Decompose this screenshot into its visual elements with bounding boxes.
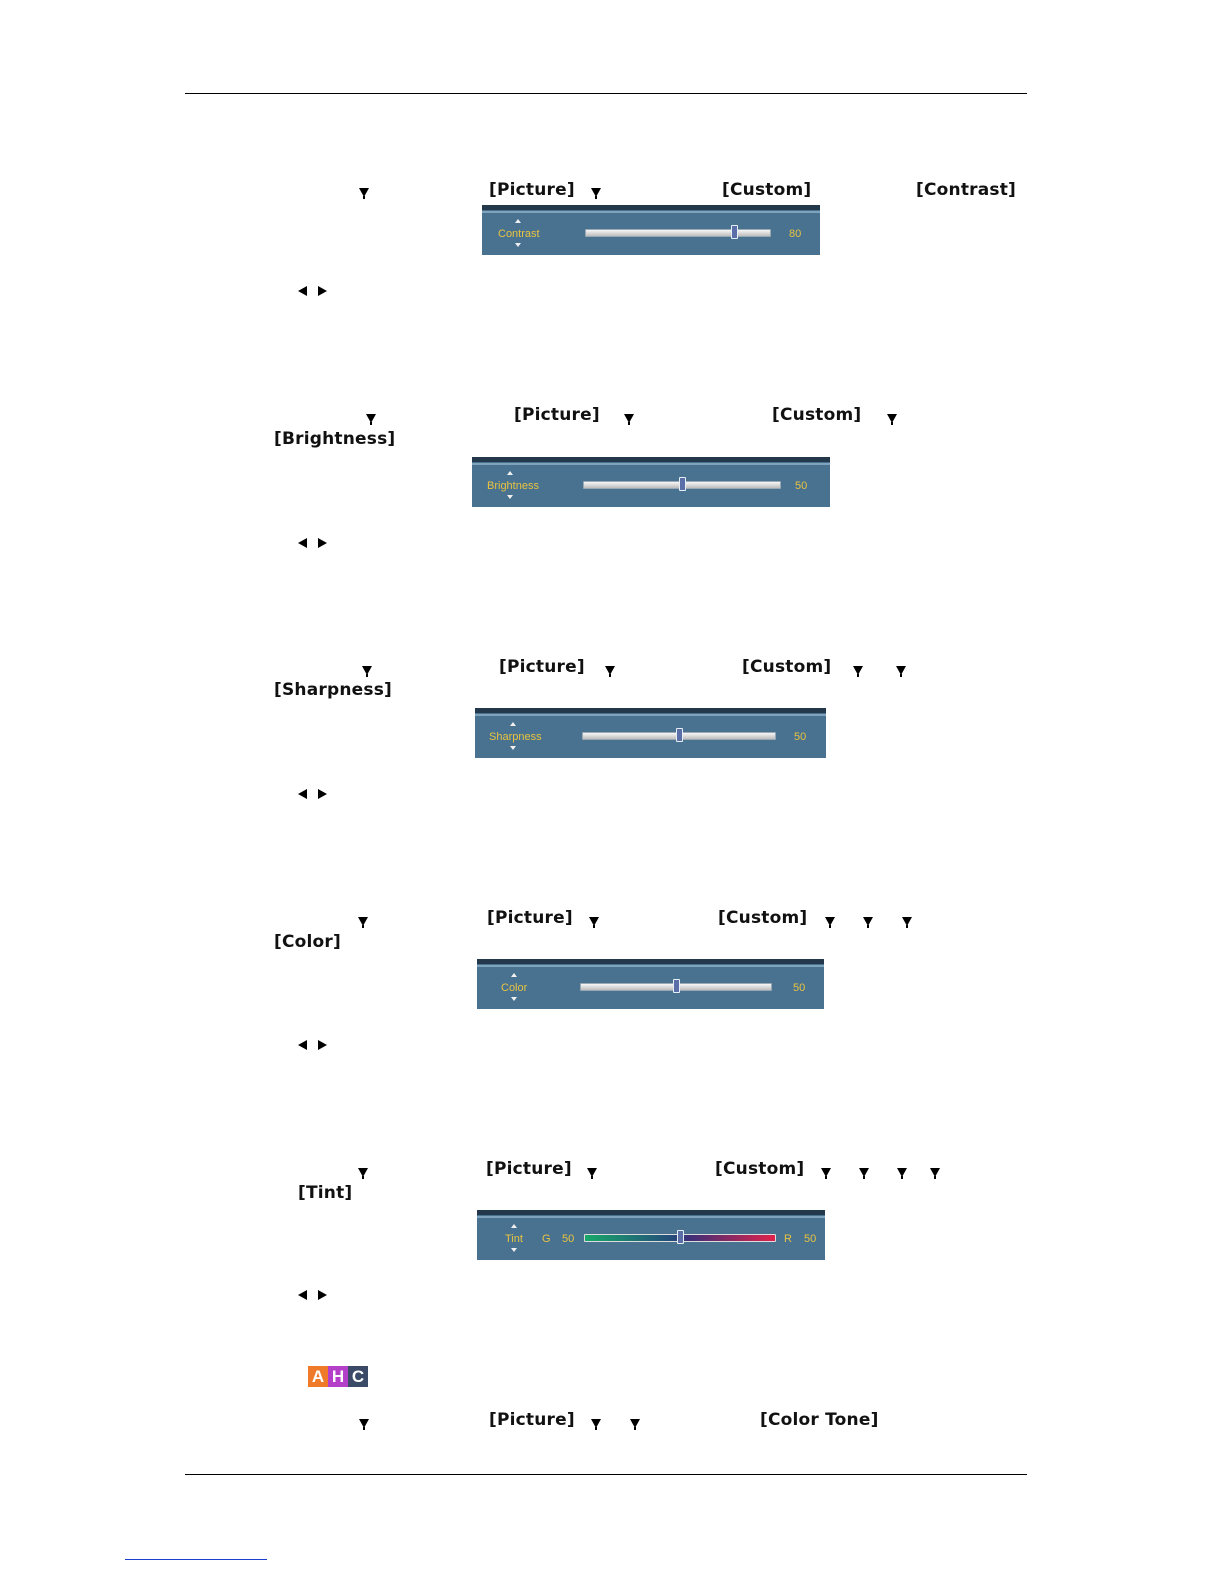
picture-menu-label: [Picture]	[514, 405, 600, 425]
osd-label: Tint	[505, 1233, 523, 1245]
contrast-slider-handle[interactable]	[731, 225, 738, 239]
down-arrow-icon	[358, 917, 368, 926]
osd-label: Color	[501, 982, 528, 994]
down-arrow-icon	[825, 917, 835, 926]
down-arrow-icon	[511, 997, 517, 1001]
down-arrow-icon	[589, 917, 599, 926]
down-arrow-icon	[624, 414, 634, 423]
down-arrow-icon	[591, 188, 601, 197]
left-right-arrows-icon	[298, 1290, 338, 1302]
down-arrow-icon	[887, 414, 897, 423]
sharpness-osd-panel	[475, 708, 826, 758]
up-arrow-icon	[510, 722, 516, 726]
tint-osd-panel	[477, 1210, 825, 1260]
custom-mode-label: [Custom]	[715, 1159, 805, 1179]
down-arrow-icon	[896, 666, 906, 675]
up-arrow-icon	[511, 973, 517, 977]
color-osd-panel	[477, 959, 824, 1009]
footer-link-underline[interactable]	[125, 1559, 267, 1560]
sharpness-item-label: [Sharpness]	[274, 680, 392, 700]
down-arrow-icon	[362, 666, 372, 675]
down-arrow-icon	[605, 666, 615, 675]
custom-mode-label: [Custom]	[718, 908, 808, 928]
badge-letter-c: C	[348, 1366, 368, 1387]
down-arrow-icon	[507, 495, 513, 499]
down-arrow-icon	[930, 1168, 940, 1177]
down-arrow-icon	[359, 188, 369, 197]
picture-menu-label: [Picture]	[499, 657, 585, 677]
down-arrow-icon	[630, 1419, 640, 1428]
custom-mode-label: [Custom]	[742, 657, 832, 677]
left-right-arrows-icon	[298, 789, 338, 801]
contrast-item-label: [Contrast]	[916, 180, 1017, 200]
tint-red-value: 50	[804, 1233, 817, 1245]
osd-value: 50	[795, 480, 808, 492]
brightness-item-label: [Brightness]	[274, 429, 396, 449]
osd-value: 50	[793, 982, 806, 994]
left-right-arrows-icon	[298, 286, 338, 298]
down-arrow-icon	[897, 1168, 907, 1177]
down-arrow-icon	[511, 1248, 517, 1252]
color-item-label: [Color]	[274, 932, 341, 952]
osd-label: Sharpness	[489, 731, 542, 743]
osd-value: 80	[789, 228, 802, 240]
down-arrow-icon	[902, 917, 912, 926]
down-arrow-icon	[358, 1168, 368, 1177]
brightness-slider-handle[interactable]	[679, 477, 686, 491]
tint-slider-handle[interactable]	[677, 1230, 684, 1244]
tint-green-value: 50	[562, 1233, 575, 1245]
sharpness-slider-handle[interactable]	[676, 728, 683, 742]
down-arrow-icon	[366, 414, 376, 423]
header-rule	[185, 93, 1027, 94]
footer-rule	[185, 1474, 1027, 1475]
custom-mode-label: [Custom]	[772, 405, 862, 425]
tint-green-letter: G	[542, 1233, 551, 1245]
up-arrow-icon	[511, 1224, 517, 1228]
up-arrow-icon	[507, 471, 513, 475]
osd-label: Brightness	[487, 480, 539, 492]
custom-mode-label: [Custom]	[722, 180, 812, 200]
up-arrow-icon	[515, 219, 521, 223]
down-arrow-icon	[853, 666, 863, 675]
left-right-arrows-icon	[298, 538, 338, 550]
picture-menu-label: [Picture]	[486, 1159, 572, 1179]
down-arrow-icon	[859, 1168, 869, 1177]
ahc-mode-badge-icon	[308, 1366, 368, 1387]
down-arrow-icon	[587, 1168, 597, 1177]
picture-menu-label: [Picture]	[489, 1410, 575, 1430]
tint-red-letter: R	[784, 1233, 792, 1245]
picture-menu-label: [Picture]	[489, 180, 575, 200]
osd-value: 50	[794, 731, 807, 743]
down-arrow-icon	[515, 243, 521, 247]
left-right-arrows-icon	[298, 1040, 338, 1052]
color-tone-item-label: [Color Tone]	[760, 1410, 879, 1430]
contrast-slider-track[interactable]	[585, 229, 771, 237]
picture-menu-label: [Picture]	[487, 908, 573, 928]
down-arrow-icon	[863, 917, 873, 926]
down-arrow-icon	[510, 746, 516, 750]
tint-item-label: [Tint]	[298, 1183, 353, 1203]
down-arrow-icon	[591, 1419, 601, 1428]
down-arrow-icon	[359, 1419, 369, 1428]
contrast-osd-panel	[482, 205, 820, 255]
down-arrow-icon	[821, 1168, 831, 1177]
osd-label: Contrast	[498, 228, 540, 240]
badge-letter-h: H	[328, 1366, 348, 1387]
brightness-osd-panel	[472, 457, 830, 507]
badge-letter-a: A	[308, 1366, 328, 1387]
color-slider-handle[interactable]	[673, 979, 680, 993]
